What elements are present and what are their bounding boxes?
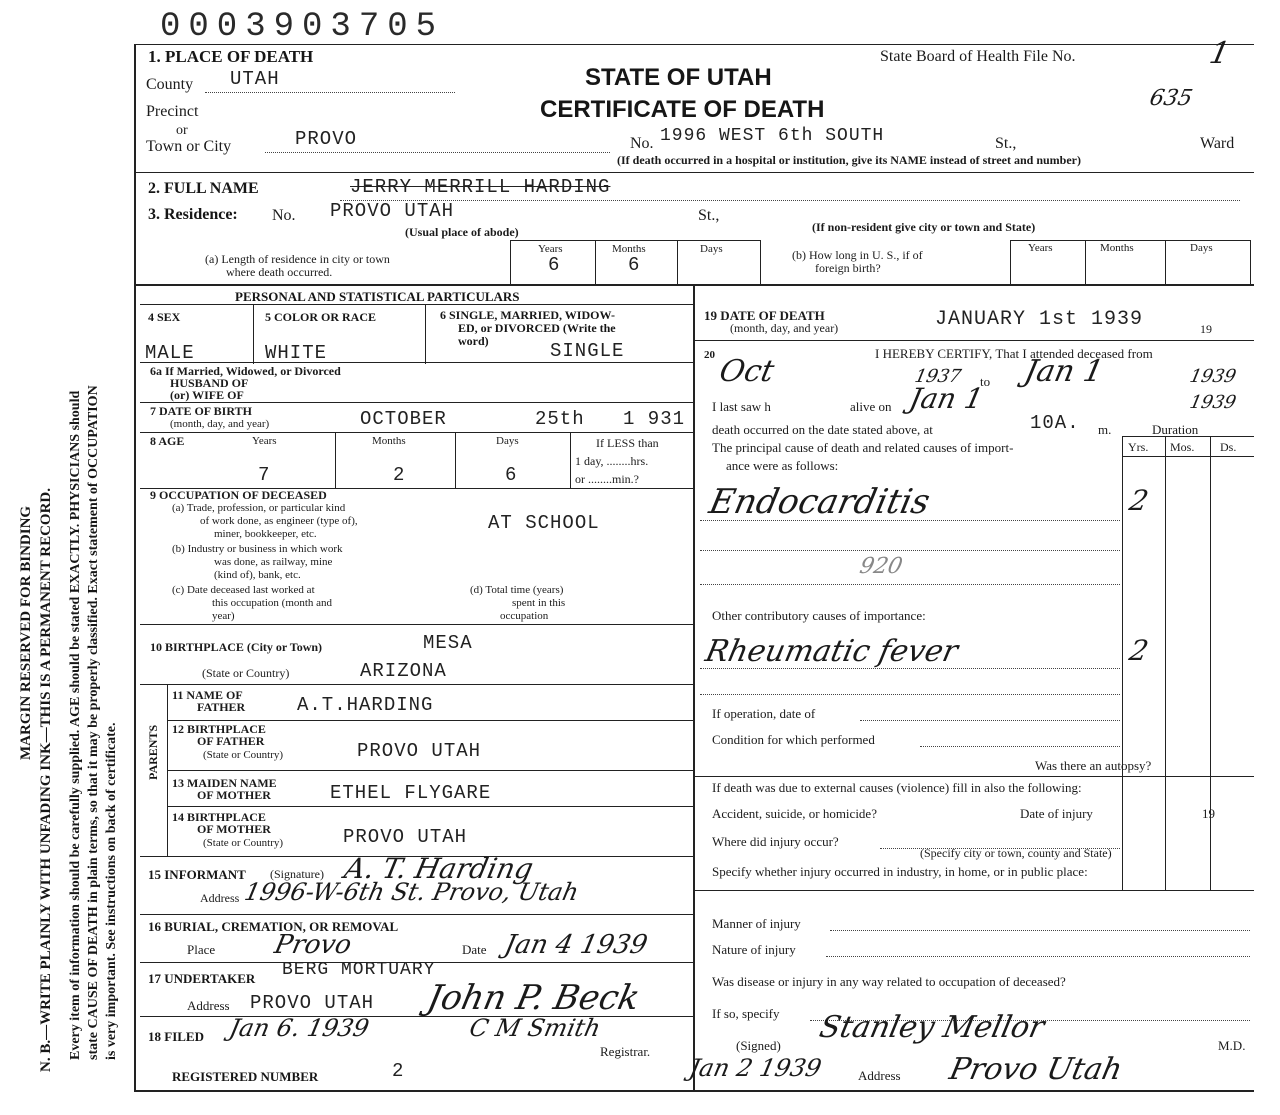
rule-mother-bottom [167, 806, 693, 807]
informant-address: 1996-W-6th St. Provo, Utah [242, 878, 582, 906]
serial-number: 0003903705 [160, 8, 445, 46]
dob-sub: (month, day, and year) [170, 418, 270, 430]
physician-address: Provo Utah [946, 1052, 1126, 1087]
mother-bp-value: PROVO UTAH [343, 826, 468, 848]
physician-sign-date: Jan 2 1939 [687, 1054, 824, 1082]
age-label: 8 AGE [150, 434, 185, 448]
town-label: Town or City [146, 138, 232, 155]
marital-label-b: ED, or DIVORCED (Write the [458, 321, 616, 335]
sex-col [253, 304, 254, 364]
spouse-label-a: 6a If Married, Widowed, or Divorced [150, 364, 341, 378]
injury-year-label: 19 [1202, 806, 1215, 821]
rule-father-bp-bottom [167, 770, 693, 771]
less-than-label: If LESS than [596, 436, 659, 450]
occ-a1: (a) Trade, profession, or particular kind [172, 502, 346, 514]
marital-label-c: word) [458, 334, 489, 348]
informant-address-label: Address [200, 891, 240, 905]
length-years-value: 6 [548, 254, 561, 276]
attended-from-year: 1937 [912, 366, 964, 387]
state-title: STATE OF UTAH [585, 64, 772, 91]
less-min-label: or ........min.? [575, 472, 639, 486]
length-label-b: where death occurred. [226, 265, 333, 279]
certificate-title: CERTIFICATE OF DEATH [540, 96, 825, 123]
us-col-2 [1085, 240, 1086, 284]
dod-value: JANUARY 1st 1939 [935, 308, 1144, 331]
dur-col-2 [1165, 436, 1166, 890]
manner-line [830, 930, 1250, 931]
margin-binding-note: MARGIN RESERVED FOR BINDING [18, 505, 34, 760]
operation-label: If operation, date of [712, 706, 816, 721]
filed-label: 18 FILED [148, 1029, 204, 1044]
nonresident-note: (If non-resident give city or town and State) [812, 220, 1036, 234]
certify-text: I HEREBY CERTIFY, That I attended deceased from [875, 346, 1153, 361]
len-col-1 [510, 240, 511, 284]
full-name-label: 2. FULL NAME [148, 180, 259, 197]
ward-label: Ward [1200, 135, 1235, 152]
margin-permanent-record-note: N. B.—WRITE PLAINLY WITH UNFADING INK—THIS IS A PERMANENT RECORD. [38, 488, 54, 1072]
marital-value: SINGLE [550, 340, 625, 362]
father-label-a: 11 NAME OF [172, 688, 243, 702]
county-line [205, 92, 455, 93]
mother-label-a: 13 MAIDEN NAME [172, 776, 277, 790]
frame-left [134, 44, 136, 1090]
length-months-value: 6 [628, 254, 641, 276]
len-col-4 [760, 240, 761, 284]
rule-occ-bottom [140, 624, 693, 625]
mother-value: ETHEL FLYGARE [330, 782, 492, 804]
spouse-label-b: HUSBAND OF [170, 376, 249, 390]
residence-label: 3. Residence: [148, 206, 238, 223]
undertaker-label: 17 UNDERTAKER [148, 971, 256, 986]
mother-bp-label-a: 14 BIRTHPLACE [172, 810, 266, 824]
undertaker-address-label: Address [187, 998, 230, 1013]
rule-dod-bottom [693, 340, 1254, 341]
burial-label: 16 BURIAL, CREMATION, OR REMOVAL [148, 919, 399, 934]
rule-father-bottom [167, 720, 693, 721]
town-line [265, 152, 610, 153]
disease-label: Was disease or injury in any way related to occupation of deceased? [712, 974, 1066, 989]
cause-code: 920 [857, 554, 905, 579]
age-years-label: Years [252, 435, 277, 447]
burial-date-value: Jan 4 1939 [501, 930, 651, 960]
rule-dob-bottom [140, 432, 693, 433]
rule-undertaker-bottom [140, 1016, 693, 1017]
dob-month: OCTOBER [360, 408, 447, 430]
accident-label: Accident, suicide, or homicide? [712, 806, 877, 821]
condition-label: Condition for which performed [712, 732, 875, 747]
spouse-label-c: (or) WIFE OF [170, 388, 244, 402]
cause-value: Endocarditis [705, 482, 934, 522]
signed-label: (Signed) [736, 1038, 781, 1053]
mos-label: Mos. [1170, 440, 1195, 454]
father-label-b: FATHER [197, 700, 246, 714]
last-saw-label: I last saw h [712, 399, 771, 414]
age-years: 7 [258, 464, 271, 486]
other-line-2 [700, 694, 1120, 695]
industry-label: Specify whether injury occurred in industry, in home, or in public place: [712, 864, 1088, 879]
informant-label: 15 INFORMANT [148, 867, 246, 882]
informant-sig-label: (Signature) [270, 867, 324, 881]
precinct-label: Precinct [146, 103, 199, 120]
other-line-1 [700, 668, 1120, 669]
attended-from: Oct [716, 354, 778, 389]
rule-informant-bottom [140, 914, 693, 915]
birthplace-city: MESA [423, 632, 473, 654]
duration-label: Duration [1152, 422, 1199, 437]
birthplace-label: 10 BIRTHPLACE (City or Town) [150, 640, 323, 654]
occ-d3: occupation [500, 610, 549, 622]
physician-address-label: Address [858, 1068, 901, 1083]
occ-c1: (c) Date deceased last worked at [172, 584, 315, 596]
undertaker-signature: John P. Beck [423, 978, 644, 1018]
undertaker-address: PROVO UTAH [250, 992, 375, 1014]
rule-spouse-bottom [140, 402, 693, 403]
us-months-label: Months [1100, 242, 1134, 254]
occ-b1: (b) Industry or business in which work [172, 543, 343, 555]
dod-sub: (month, day, and year) [730, 321, 839, 335]
operation-line [860, 720, 1120, 721]
mother-bp-label-c: (State or Country) [203, 837, 284, 849]
age-col-3 [570, 432, 571, 488]
registered-number-value: 2 [392, 1060, 405, 1082]
street-value: 1996 WEST 6th SOUTH [660, 126, 885, 146]
place-of-death-label: 1. PLACE OF DEATH [148, 47, 314, 66]
street-st-label: St., [995, 135, 1017, 152]
residence-st-label: St., [698, 207, 720, 224]
other-cause-years: 2 [1126, 634, 1152, 667]
occ-c3: year) [212, 610, 235, 622]
len-col-2 [595, 240, 596, 284]
personal-heading: PERSONAL AND STATISTICAL PARTICULARS [235, 289, 520, 304]
dod-suffix: 19 [1200, 322, 1212, 336]
age-months-label: Months [372, 435, 406, 447]
hospital-note: (If death occurred in a hospital or institution, give its NAME instead of street and number) [617, 153, 1082, 167]
death-occurred-label: death occurred on the date stated above, at [712, 422, 933, 437]
age-col-2 [455, 432, 456, 488]
external-label: If death was due to external causes (violence) fill in also the following: [712, 780, 1082, 795]
full-name-value: JERRY MERRILL HARDING [350, 176, 611, 198]
file-no-value: 1 [1206, 36, 1233, 71]
length-label-a: (a) Length of residence in city or town [205, 252, 390, 266]
alive-on-label: alive on [850, 399, 892, 414]
sex-value: MALE [145, 342, 195, 364]
rule-length-top [510, 240, 760, 241]
rule-autopsy-bottom [693, 776, 1254, 777]
occupation-value: AT SCHOOL [488, 512, 600, 534]
principal-a: The principal cause of death and related causes of import- [712, 440, 1014, 455]
rule-us-top [1010, 240, 1250, 241]
age-days: 6 [505, 464, 518, 486]
age-months: 2 [393, 464, 406, 486]
or-label: or [176, 123, 188, 138]
if-so-label: If so, specify [712, 1006, 780, 1021]
occ-c2: this occupation (month and [212, 597, 333, 609]
rule-personal [140, 304, 693, 305]
occ-b3: (kind of), bank, etc. [214, 569, 301, 581]
ds-label: Ds. [1220, 440, 1237, 454]
last-saw-date: Jan 1 [906, 382, 987, 415]
sex-label: 4 SEX [148, 310, 181, 324]
age-days-label: Days [496, 435, 519, 447]
dob-label: 7 DATE OF BIRTH [150, 404, 252, 418]
yrs-label: Yrs. [1128, 440, 1149, 454]
birthplace-state: ARIZONA [360, 660, 447, 682]
nature-line [826, 956, 1250, 957]
color-col [425, 304, 426, 364]
street-no-label: No. [630, 135, 654, 152]
attended-to: Jan 1 [1021, 354, 1107, 389]
informant-signature: A. T. Harding [341, 852, 537, 885]
usual-abode-note: (Usual place of abode) [405, 225, 519, 239]
occ-d2: spent in this [512, 597, 566, 609]
other-causes-label: Other contributory causes of importance: [712, 608, 926, 623]
rule-name-top [134, 172, 1254, 173]
parents-side-label: PARENTS [146, 724, 160, 780]
marital-label-a: 6 SINGLE, MARRIED, WIDOW- [440, 308, 616, 322]
margin-instructions-line-2: state CAUSE OF DEATH in plain terms, so that it may be properly classified. Exact statement of OCCUPATION [86, 385, 101, 1060]
us-col-1 [1010, 240, 1011, 284]
last-saw-year: 1939 [1187, 392, 1239, 413]
occ-a3: miner, bookkeeper, etc. [214, 528, 317, 540]
margin-instructions-line-3: is very important. See instructions on back of certificate. [104, 722, 119, 1060]
cause-line-2 [700, 550, 1120, 551]
nature-label: Nature of injury [712, 942, 796, 957]
length-years-label: Years [538, 243, 563, 255]
us-label-b: foreign birth? [815, 261, 881, 275]
autopsy-label: Was there an autopsy? [1035, 758, 1152, 773]
dur-col-3 [1210, 436, 1211, 890]
certify-num: 20 [704, 349, 715, 361]
margin-instructions-line-1: Every item of information should be carefully supplied. AGE should be stated EXACTLY. PHYSICIANS should [68, 390, 83, 1060]
principal-b: ance were as follows: [726, 458, 839, 473]
rule-sex-bottom [140, 362, 693, 363]
cause-years: 2 [1126, 484, 1152, 517]
cause-line-1 [700, 520, 1120, 521]
local-reg-no: 635 [1147, 86, 1195, 111]
specify-city-note: (Specify city or town, county and State) [920, 846, 1112, 860]
county-value: UTAH [230, 68, 280, 90]
us-col-4 [1250, 240, 1251, 284]
father-value: A.T.HARDING [297, 694, 434, 716]
rule-duration-top [1122, 436, 1254, 437]
frame-bottom [134, 1090, 1254, 1092]
dur-col-1 [1122, 436, 1123, 890]
mother-label-b: OF MOTHER [197, 788, 271, 802]
us-days-label: Days [1190, 242, 1213, 254]
less-day-label: 1 day, ........hrs. [575, 454, 649, 468]
residence-value: PROVO UTAH [330, 200, 455, 222]
birthplace-state-label: (State or Country) [202, 666, 290, 680]
undertaker-name: BERG MORTUARY [282, 960, 436, 980]
rule-industry-bottom [693, 890, 1254, 891]
dod-label: 19 DATE OF DEATH [704, 308, 825, 323]
cause-line-3 [700, 584, 1120, 585]
length-months-label: Months [612, 243, 646, 255]
m-label: m. [1098, 422, 1112, 437]
burial-place-label: Place [187, 942, 216, 957]
attended-to-year: 1939 [1187, 366, 1239, 387]
county-label: County [146, 76, 194, 93]
registrar-signature: C M Smith [467, 1014, 604, 1042]
length-days-label: Days [700, 243, 723, 255]
us-col-3 [1165, 240, 1166, 284]
mother-bp-label-b: OF MOTHER [197, 822, 271, 836]
father-bp-label-b: OF FATHER [197, 734, 265, 748]
burial-place-value: Provo [271, 930, 355, 960]
father-bp-value: PROVO UTAH [357, 740, 482, 762]
occ-b2: was done, as railway, mine [214, 556, 333, 568]
occ-a2: of work done, as engineer (type of), [200, 515, 358, 527]
manner-label: Manner of injury [712, 916, 801, 931]
dob-year: 1 931 [623, 408, 686, 430]
where-label: Where did injury occur? [712, 834, 839, 849]
injury-date-label: Date of injury [1020, 806, 1093, 821]
occ-d1: (d) Total time (years) [470, 584, 564, 596]
registered-number-label: REGISTERED NUMBER [172, 1069, 319, 1084]
md-label: M.D. [1218, 1038, 1246, 1053]
physician-signature: Stanley Mellor [816, 1010, 1048, 1045]
len-col-3 [677, 240, 678, 284]
us-years-label: Years [1028, 242, 1053, 254]
rule-duration-head [1122, 456, 1254, 457]
filed-date: Jan 6. 1939 [227, 1014, 372, 1042]
file-no-label: State Board of Health File No. [880, 48, 1076, 65]
burial-date-label: Date [462, 942, 487, 957]
full-name-line [340, 200, 1240, 201]
town-value: PROVO [295, 128, 358, 150]
registrar-label: Registrar. [600, 1044, 651, 1059]
header-rule [134, 44, 1254, 45]
father-bp-label-a: 12 BIRTHPLACE [172, 722, 266, 736]
color-value: WHITE [265, 342, 328, 364]
age-col-1 [335, 432, 336, 488]
occupation-label: 9 OCCUPATION OF DECEASED [150, 488, 327, 502]
residence-no-label: No. [272, 207, 296, 224]
us-label-a: (b) How long in U. S., if of [792, 248, 923, 262]
dob-day: 25th [535, 408, 585, 430]
to-label: to [980, 374, 991, 389]
death-time: 10A. [1030, 412, 1080, 434]
other-cause-value: Rheumatic fever [702, 634, 961, 669]
condition-line [920, 746, 1120, 747]
color-label: 5 COLOR OR RACE [265, 310, 377, 324]
column-divider [693, 284, 695, 1090]
rule-birthplace-bottom [140, 684, 693, 685]
father-bp-label-c: (State or Country) [203, 749, 284, 761]
